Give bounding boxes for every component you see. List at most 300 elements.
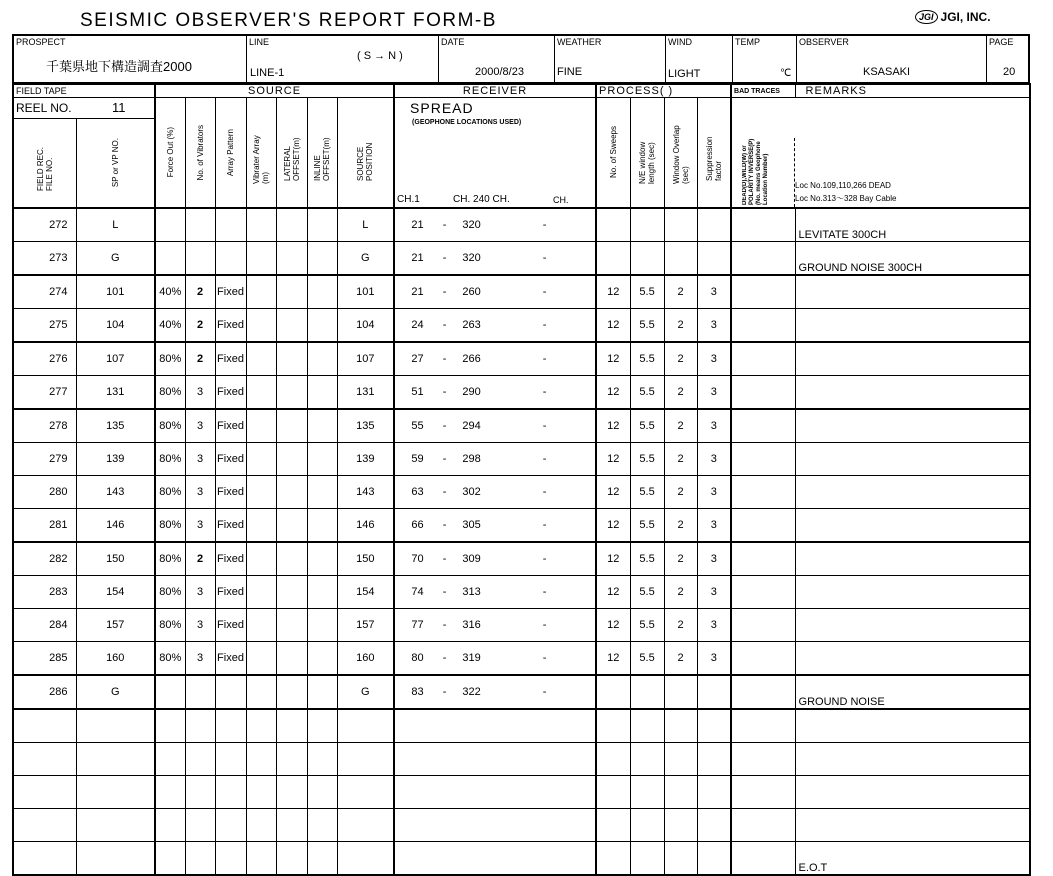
suppression-cell [697,709,731,743]
file-no-cell: 280 [13,476,76,509]
sweeps-cell: 12 [596,509,630,543]
table-row [13,509,1030,543]
vibrater-array-cell [246,709,276,743]
receiver-section-header: RECEIVER [394,84,596,98]
overlap-cell: 2 [664,609,697,642]
remarks-cell [795,409,1030,443]
inline-offset-cell [307,709,337,743]
dash-cell: - [440,443,449,476]
inline-offset-cell [307,443,337,476]
suppression-cell [697,776,731,809]
source-position-cell: G [337,675,394,709]
ch1-cell: 59 [394,443,440,476]
ch-cell: - [494,476,596,509]
inline-offset-cell [307,609,337,642]
lateral-offset-cell [276,609,307,642]
file-no-cell: 282 [13,542,76,576]
force-out-cell [155,709,185,743]
force-out-label: Force Out (%) [165,127,175,178]
source-position-cell [337,743,394,776]
overlap-cell [664,208,697,242]
force-out-cell [155,809,185,842]
ch240-cell: 263 [449,309,494,343]
source-position-header [337,98,394,209]
source-position-cell: 135 [337,409,394,443]
overlap-cell [664,842,697,876]
suppression-cell: 3 [697,609,731,642]
force-out-cell: 80% [155,342,185,376]
suppression-header [697,98,731,209]
page-cell [986,36,1028,82]
dash-cell [440,809,449,842]
inline-offset-cell [307,809,337,842]
ch1-cell [394,743,440,776]
lateral-offset-cell [276,809,307,842]
bad-traces-cell [731,642,795,676]
ch1-cell: 80 [394,642,440,676]
vibrators-cell: 2 [185,309,215,343]
force-out-cell: 80% [155,443,185,476]
bad-traces-cell [731,609,795,642]
sweeps-cell [596,208,630,242]
dash-cell [440,743,449,776]
sp-cell [76,809,155,842]
file-no-cell: 278 [13,409,76,443]
remarks-cell: E.O.T [795,842,1030,876]
vibrater-array-cell [246,409,276,443]
vibrater-array-cell [246,443,276,476]
ch240-cell: 302 [449,476,494,509]
remarks-cell [795,275,1030,309]
inline-offset-cell [307,476,337,509]
suppression-cell [697,242,731,276]
ch1-cell: 21 [394,275,440,309]
bad-traces-cell [731,376,795,410]
ch240-cell: 298 [449,443,494,476]
array-pattern-cell [215,709,246,743]
source-position-label: SOURCE POSITION [356,142,375,181]
spread-header [394,98,596,209]
observer-value: KSASAKI [863,66,911,78]
suppression-cell: 3 [697,342,731,376]
bad-traces-cell [731,342,795,376]
ch240-cell [449,776,494,809]
table-row [13,309,1030,343]
sp-cell: 107 [76,342,155,376]
force-out-cell [155,208,185,242]
lateral-offset-cell [276,376,307,410]
sweeps-cell: 12 [596,409,630,443]
file-no-cell [13,809,76,842]
file-no-cell: 276 [13,342,76,376]
ch1-cell: 51 [394,376,440,410]
overlap-cell: 2 [664,376,697,410]
page-label: PAGE [989,37,1014,47]
source-position-cell: 107 [337,342,394,376]
lateral-offset-cell [276,675,307,709]
vibrater-array-cell [246,776,276,809]
jgi-logo-icon: JGI [915,10,938,24]
suppression-cell: 3 [697,275,731,309]
file-no-cell [13,743,76,776]
array-pattern-cell [215,743,246,776]
array-pattern-cell: Fixed [215,576,246,609]
sweeps-cell [596,709,630,743]
table-row [13,443,1030,476]
sweeps-cell [596,842,630,876]
overlap-cell [664,675,697,709]
sweeps-cell: 12 [596,275,630,309]
lateral-offset-cell [276,842,307,876]
vibrators-cell: 3 [185,476,215,509]
dash-cell: - [440,409,449,443]
lateral-offset-cell [276,242,307,276]
ne-window-cell [630,675,664,709]
ch240-cell: 305 [449,509,494,543]
source-position-cell: 154 [337,576,394,609]
vibrater-array-cell [246,376,276,410]
dash-cell: - [440,309,449,343]
dash-cell: - [440,242,449,276]
inline-offset-cell [307,275,337,309]
sp-cell: G [76,242,155,276]
inline-offset-cell [307,776,337,809]
vibrators-cell: 2 [185,275,215,309]
table-row [13,776,1030,809]
vibrators-cell: 3 [185,576,215,609]
array-pattern-cell [215,208,246,242]
ch1-cell: 55 [394,409,440,443]
dash-cell: - [440,609,449,642]
reel-no-cell [13,98,155,119]
ne-window-cell: 5.5 [630,309,664,343]
array-pattern-header [215,98,246,209]
date-label: DATE [441,37,465,47]
inline-offset-cell [307,409,337,443]
reel-no-value: 11 [112,100,126,115]
sweeps-cell: 12 [596,642,630,676]
sweeps-cell [596,776,630,809]
ch240-cell: 322 [449,675,494,709]
vibrators-cell [185,208,215,242]
vibrators-cell: 3 [185,443,215,476]
company-name: JGI, INC. [940,10,991,24]
ne-window-cell: 5.5 [630,342,664,376]
ne-window-cell: 5.5 [630,409,664,443]
array-pattern-cell [215,675,246,709]
ch1-cell: 21 [394,208,440,242]
ch240-cell: 320 [449,208,494,242]
suppression-cell: 3 [697,642,731,676]
sp-header [76,119,155,209]
ch-cell [494,776,596,809]
dash-cell: - [440,342,449,376]
ch1-cell: 70 [394,542,440,576]
remarks-cell [795,743,1030,776]
sp-cell [76,709,155,743]
source-section-header: SOURCE [155,84,394,98]
array-pattern-cell: Fixed [215,476,246,509]
vibrators-cell: 2 [185,542,215,576]
ne-window-cell [630,709,664,743]
vibrater-array-cell [246,642,276,676]
sp-cell: G [76,675,155,709]
lateral-offset-cell [276,576,307,609]
array-pattern-cell: Fixed [215,509,246,543]
lateral-offset-label: LATERAL OFFSET(m) [282,136,301,181]
bad-traces-cell [731,242,795,276]
ch-cell: - [494,275,596,309]
bad-traces-cell [731,409,795,443]
lateral-offset-cell [276,776,307,809]
inline-offset-cell [307,675,337,709]
dash-cell: - [440,642,449,676]
vibrater-array-cell [246,309,276,343]
bad-traces-cell [731,443,795,476]
sweeps-cell: 12 [596,309,630,343]
overlap-header [664,98,697,209]
vibrators-cell [185,776,215,809]
overlap-label: Window Overlap (sec) [671,124,690,184]
vibrators-cell [185,842,215,876]
table-row [13,208,1030,242]
wind-value: LIGHT [668,68,701,80]
ch1-cell: 74 [394,576,440,609]
ch1-cell: 63 [394,476,440,509]
vibrater-array-header [246,98,276,209]
lateral-offset-cell [276,476,307,509]
dash-cell [440,709,449,743]
company-logo [915,10,991,24]
array-pattern-cell: Fixed [215,443,246,476]
dash-cell: - [440,675,449,709]
process-section-header: PROCESS( ) [596,84,731,98]
vibrators-cell: 3 [185,609,215,642]
ch-cell: - [494,642,596,676]
force-out-cell: 80% [155,576,185,609]
remarks-cell [795,509,1030,543]
overlap-cell [664,743,697,776]
vibrators-cell [185,709,215,743]
overlap-cell [664,242,697,276]
vibrater-array-label: Vibrater Array (m) [252,134,270,184]
remarks-cell: LEVITATE 300CH [795,208,1030,242]
array-pattern-cell: Fixed [215,342,246,376]
file-no-cell: 283 [13,576,76,609]
ch1-cell: 77 [394,609,440,642]
bad-traces-cell [731,576,795,609]
sp-cell [76,776,155,809]
weather-value: FINE [557,66,583,78]
table-row [13,342,1030,376]
bad-traces-cell [731,542,795,576]
source-position-cell [337,842,394,876]
overlap-cell: 2 [664,509,697,543]
table-row [13,376,1030,410]
bad-traces-cell [731,709,795,743]
lateral-offset-cell [276,443,307,476]
ch-cell [494,743,596,776]
vibrators-cell [185,675,215,709]
force-out-cell: 80% [155,409,185,443]
geophone-label: (GEOPHONE LOCATIONS USED) [412,119,522,126]
vibrater-array-cell [246,208,276,242]
temp-cell [732,36,796,82]
dash-cell [440,842,449,876]
report-header [12,34,1030,84]
vibrater-array-cell [246,275,276,309]
lateral-offset-cell [276,642,307,676]
file-no-cell: 272 [13,208,76,242]
overlap-cell [664,809,697,842]
source-position-cell: 143 [337,476,394,509]
sp-cell: 160 [76,642,155,676]
ne-window-cell [630,776,664,809]
remarks-header: REMARKS [795,84,1030,98]
sweeps-cell [596,242,630,276]
ch240-cell [449,809,494,842]
array-pattern-cell: Fixed [215,275,246,309]
file-no-cell [13,842,76,876]
lateral-offset-cell [276,709,307,743]
sweeps-cell: 12 [596,476,630,509]
ch240-cell [449,709,494,743]
report-table [12,83,1031,876]
force-out-cell [155,842,185,876]
prospect-cell [14,36,246,82]
bad-traces-cell [731,809,795,842]
vibrater-array-cell [246,342,276,376]
inline-offset-cell [307,576,337,609]
line-value: LINE-1 [250,67,285,79]
array-pattern-label: Array Pattern [226,128,235,177]
vibrators-cell: 3 [185,409,215,443]
suppression-cell: 3 [697,576,731,609]
ch240-cell: 313 [449,576,494,609]
source-position-cell: G [337,242,394,276]
bad-traces-header: BAD TRACES [731,84,795,98]
suppression-cell: 3 [697,409,731,443]
table-row [13,809,1030,842]
ch-cell: - [494,376,596,410]
overlap-cell [664,709,697,743]
remarks-cell [795,642,1030,676]
file-no-cell: 281 [13,509,76,543]
overlap-cell: 2 [664,275,697,309]
source-position-cell: 101 [337,275,394,309]
force-out-cell: 80% [155,542,185,576]
bad-traces-cell [731,275,795,309]
suppression-cell: 3 [697,542,731,576]
inline-offset-cell [307,509,337,543]
ne-window-header [630,98,664,209]
sp-cell: 101 [76,275,155,309]
dash-cell: - [440,275,449,309]
vibrater-array-cell [246,476,276,509]
file-no-cell: 284 [13,609,76,642]
ne-window-cell [630,743,664,776]
ch1-cell: 83 [394,675,440,709]
ch240-cell [449,842,494,876]
suppression-label: Suppression factor [704,136,723,181]
force-out-cell: 80% [155,509,185,543]
ch-cell: - [494,675,596,709]
table-row [13,642,1030,676]
array-pattern-cell [215,809,246,842]
lateral-offset-cell [276,208,307,242]
sp-cell: 143 [76,476,155,509]
ch-cell: - [494,443,596,476]
ne-window-cell [630,842,664,876]
overlap-cell [664,776,697,809]
force-out-cell [155,675,185,709]
bad-traces-desc: DEAD(D),WILD(W) or POLARITY INVERSE(P) (No. means Geophone Location Number) [742,138,770,205]
force-out-cell: 40% [155,275,185,309]
remarks-cell [795,443,1030,476]
ne-window-cell: 5.5 [630,642,664,676]
vibrater-array-cell [246,609,276,642]
ch1-cell: 27 [394,342,440,376]
spread-label: SPREAD [410,100,474,116]
ch1-cell [394,709,440,743]
dash-cell: - [440,509,449,543]
file-no-cell: 274 [13,275,76,309]
observer-label: OBSERVER [799,37,849,47]
sp-cell: 135 [76,409,155,443]
dash-cell: - [440,542,449,576]
force-out-cell [155,743,185,776]
ne-window-cell [630,242,664,276]
prospect-label: PROSPECT [16,37,66,47]
sp-cell: 104 [76,309,155,343]
table-row [13,476,1030,509]
ch-cell: - [494,342,596,376]
force-out-header [155,98,185,209]
ch240-cell: 309 [449,542,494,576]
ch-cell [494,842,596,876]
sweeps-cell [596,809,630,842]
inline-offset-label: INLINE OFFSET(m) [313,136,331,181]
file-no-cell [13,709,76,743]
bad-traces-cell [731,509,795,543]
suppression-cell [697,743,731,776]
suppression-cell: 3 [697,509,731,543]
ne-window-cell: 5.5 [630,542,664,576]
array-pattern-cell: Fixed [215,642,246,676]
array-pattern-cell: Fixed [215,409,246,443]
suppression-cell [697,842,731,876]
table-row [13,709,1030,743]
ne-window-cell: 5.5 [630,576,664,609]
bad-traces-cell [731,476,795,509]
dash-cell: - [440,576,449,609]
table-row [13,842,1030,876]
ch1-cell: 21 [394,242,440,276]
sweeps-cell: 12 [596,542,630,576]
sp-cell: 131 [76,376,155,410]
vibrators-cell [185,242,215,276]
source-position-cell [337,709,394,743]
overlap-cell: 2 [664,542,697,576]
remarks-cell [795,709,1030,743]
ne-window-label: N/E window length (sec) [638,141,657,184]
weather-cell [554,36,665,82]
remarks-cell [795,776,1030,809]
overlap-cell: 2 [664,642,697,676]
remarks-cell: GROUND NOISE [795,675,1030,709]
ch-cell: - [494,242,596,276]
sp-label: SP or VP NO. [110,138,120,188]
